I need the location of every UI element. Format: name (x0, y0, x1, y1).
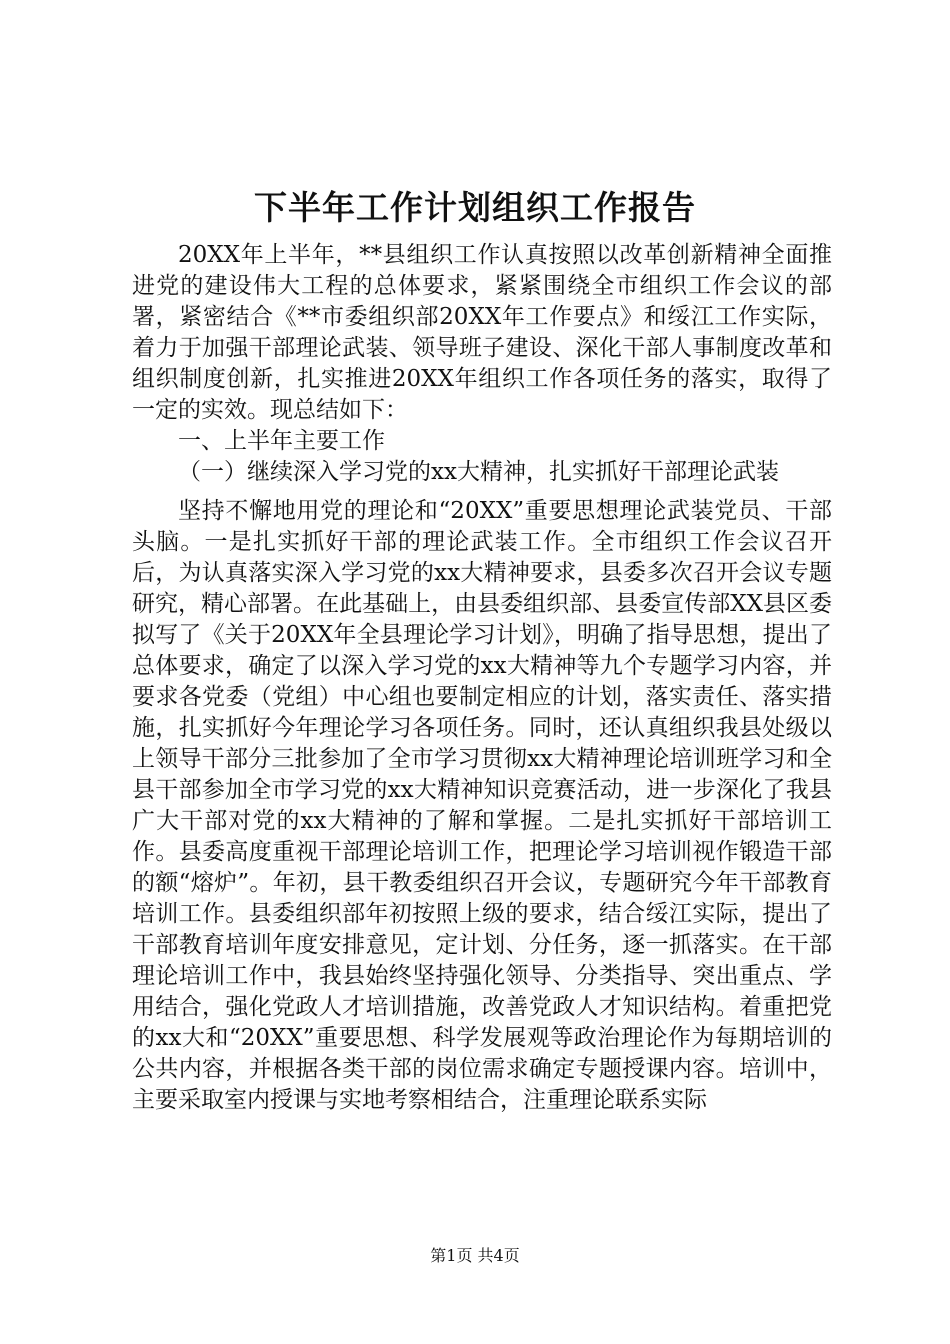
document-title: 下半年工作计划组织工作报告 (254, 188, 696, 227)
document-body (132, 240, 832, 1116)
body-paragraph: 坚持不懈地用党的理论和“20XX”重要思想理论武装党员、干部头脑。一是扎实抓好干部的理论武装工作。全市组织工作会议召开后，为认真落实深入学习党的xx大精神要求，县委多次召开会议专题研究，精心部署。在此基础上，由县委组织部、县委宣传部XX县区委拟写了《关于20XX年全县理论学习计划》，明确了指导思想，提出了总体要求，确定了以深入学习党的xx大精神等九个专题学习内容，并要求各党委（党组）中心组也要制定相应的计划，落实责任、落实措施，扎实抓好今年理论学习各项任务。同时，还认真组织我县处级以上领导干部分三批参加了全市学习贯彻xx大精神理论培训班学习和全县干部参加全市学习党的xx大精神知识竞赛活动，进一步深化了我县广大干部对党的xx大精神的了解和掌握。二是扎实抓好干部培训工作。县委高度重视干部理论培训工作，把理论学习培训视作锻造干部的额“熔炉”。年初，县干教委组织召开会议，专题研究今年干部教育培训工作。县委组织部年初按照上级的要求，结合绥江实际，提出了干部教育培训年度安排意见，定计划、分任务，逐一抓落实。在干部理论培训工作中，我县始终坚持强化领导、分类指导、突出重点、学用结合，强化党政人才培训措施，改善党政人才知识结构。着重把党的xx大和“20XX”重要思想、科学发展观等政治理论作为每期培训的公共内容，并根据各类干部的岗位需求确定专题授课内容。培训中，主要采取室内授课与实地考察相结合，注重理论联系实际 (132, 498, 832, 1113)
section-heading: 一、上半年主要工作 (178, 428, 385, 454)
intro-paragraph: 20XX年上半年，**县组织工作认真按照以改革创新精神全面推进党的建设伟大工程的总体要求，紧紧围绕全市组织工作会议的部署，紧密结合《**市委组织部20XX年工作要点》和绥江工作实际，着力于加强干部理论武装、领导班子建设、深化干部人事制度改革和组织制度创新，扎实推进20XX年组织工作各项任务的落实，取得了一定的实效。现总结如下： (132, 242, 832, 423)
page-footer: 第1页 共4页 (430, 1246, 520, 1265)
subsection-heading: （一）继续深入学习党的xx大精神，扎实抓好干部理论武装 (178, 459, 779, 485)
